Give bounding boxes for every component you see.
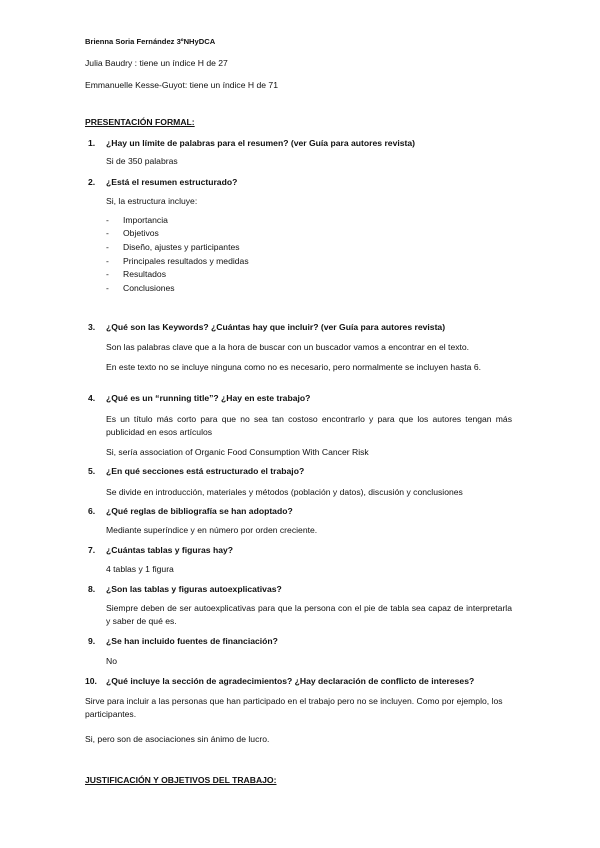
section-title-presentacion: PRESENTACIÓN FORMAL: — [85, 117, 195, 127]
h-index-kesse-guyot: Emmanuelle Kesse-Guyot: tiene un índice H de 71 — [85, 80, 278, 90]
q2-question: ¿Está el resumen estructurado? — [106, 177, 238, 187]
q6-answer: Mediante superíndice y en número por orden creciente. — [106, 525, 318, 535]
bullet-dash: - — [106, 228, 109, 238]
q5-answer: Se divide en introducción, materiales y métodos (población y datos), discusión y conclusiones — [106, 487, 463, 497]
q1-number: 1. — [88, 138, 96, 148]
bullet-dash: - — [106, 269, 109, 279]
list-item: Principales resultados y medidas — [123, 256, 249, 266]
q10-number: 10. — [85, 676, 97, 686]
q4-answer-1: Es un título más corto para que no sea tan costoso encontrarlo y para que los autores tengan más publicidad en esos artículos — [106, 414, 512, 437]
q10-answer-2: Si, pero son de asociaciones sin ánimo de lucro. — [85, 734, 270, 744]
q10-question: ¿Qué incluye la sección de agradecimientos? ¿Hay declaración de conflicto de intereses? — [106, 676, 475, 686]
section-title-justificacion: JUSTIFICACIÓN Y OBJETIVOS DEL TRABAJO: — [85, 775, 277, 785]
q1-answer: Si de 350 palabras — [106, 156, 178, 166]
list-item: Objetivos — [123, 228, 159, 238]
q9-answer: No — [106, 656, 117, 666]
q1-question: ¿Hay un límite de palabras para el resumen? (ver Guía para autores revista) — [106, 138, 416, 148]
list-item: Conclusiones — [123, 283, 175, 293]
q7-number: 7. — [88, 545, 96, 555]
q5-number: 5. — [88, 466, 96, 476]
q4-number: 4. — [88, 393, 96, 403]
list-item: Resultados — [123, 269, 166, 279]
list-item: Importancia — [123, 215, 168, 225]
q5-question: ¿En qué secciones está estructurado el trabajo? — [106, 466, 305, 476]
q2-answer: Si, la estructura incluye: — [106, 196, 198, 206]
q6-number: 6. — [88, 506, 96, 516]
author-line: Brienna Soria Fernández 3ºNHyDCA — [85, 37, 216, 46]
q4-question: ¿Qué es un “running title”? ¿Hay en este trabajo? — [106, 393, 311, 403]
q9-number: 9. — [88, 636, 96, 646]
q10-answer-1: Sirve para incluir a las personas que han participado en el trabajo pero no se incluyen. Como por ejemplo, los participantes. — [85, 696, 503, 719]
q6-question: ¿Qué reglas de bibliografía se han adoptado? — [106, 506, 293, 516]
bullet-dash: - — [106, 256, 109, 266]
q7-answer: 4 tablas y 1 figura — [106, 564, 174, 574]
q3-question: ¿Qué son las Keywords? ¿Cuántas hay que incluir? (ver Guía para autores revista) — [106, 322, 446, 332]
q3-answer-1: Son las palabras clave que a la hora de buscar con un buscador vamos a encontrar en el texto. — [106, 342, 470, 352]
q8-question: ¿Son las tablas y figuras autoexplicativas? — [106, 584, 282, 594]
q2-number: 2. — [88, 177, 96, 187]
bullet-dash: - — [106, 215, 109, 225]
q7-question: ¿Cuántas tablas y figuras hay? — [106, 545, 234, 555]
list-item: Diseño, ajustes y participantes — [123, 242, 240, 252]
bullet-dash: - — [106, 283, 109, 293]
q4-answer-2: Si, sería association of Organic Food Consumption With Cancer Risk — [106, 447, 369, 457]
q3-number: 3. — [88, 322, 96, 332]
q8-number: 8. — [88, 584, 96, 594]
bullet-dash: - — [106, 242, 109, 252]
q8-answer: Siempre deben de ser autoexplicativas para que la persona con el pie de tabla sea capaz de interpretarla y saber de qué es. — [106, 603, 512, 626]
h-index-baudry: Julia Baudry : tiene un índice H de 27 — [85, 58, 228, 68]
q9-question: ¿Se han incluido fuentes de financiación? — [106, 636, 278, 646]
q3-answer-2: En este texto no se incluye ninguna como no es necesario, pero normalmente se incluyen hasta 6. — [106, 362, 482, 372]
